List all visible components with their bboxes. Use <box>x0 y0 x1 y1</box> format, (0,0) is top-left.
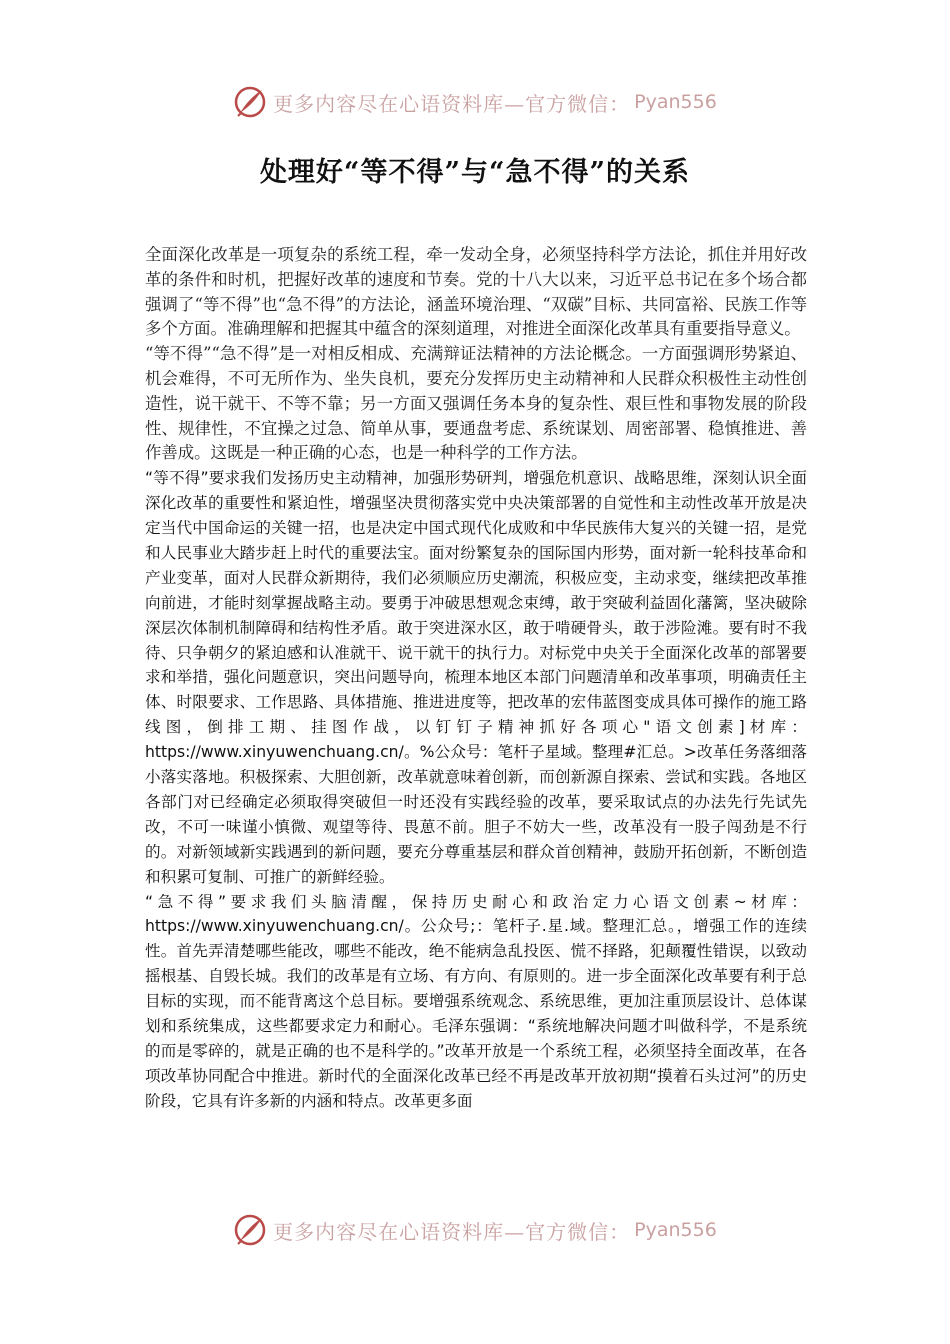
banner-wechat-id: Pyan556 <box>634 1219 717 1241</box>
banner-text: 更多内容尽在心语资料库—官方微信： <box>273 91 631 116</box>
document-title: 处理好“等不得”与“急不得”的关系 <box>259 157 691 188</box>
document-body <box>145 243 807 1114</box>
quill-logo-icon <box>233 85 267 119</box>
top-watermark-banner <box>0 82 950 122</box>
paragraph-cannot-rush: “急不得”要求我们头脑清醒，保持历史耐心和政治定力心语文创素~材库：https://www.xinyuwenchuang.cn/。公众号;：笔杆子.星.域。整理汇总。，增强工作的连续性。首先弄清楚哪些能改，哪些不能改，绝不能病急乱投医、慌不择路，犯颠覆性错误，以致动摇根基、自毁长城。我们的改革是有立场、有方向、有原则的。进一步全面深化改革要有利于总目标的实现，而不能背离这个总目标。要增强系统观念、系统思维，更加注重顶层设计、总体谋划和系统集成，这些都要求定力和耐心。毛泽东强调：“系统地解决问题才叫做科学，不是系统的而是零碎的，就是正确的也不是科学的。”改革开放是一个系统工程，必须坚持全面改革，在各项改革协同配合中推进。新时代的全面深化改革已经不再是改革开放初期“摸着石头过河”的历史阶段，它具有许多新的内涵和特点。改革更多面 <box>145 892 807 1110</box>
quill-logo-icon <box>233 1213 267 1247</box>
bottom-watermark-banner <box>0 1210 950 1250</box>
paragraph-concept: “等不得”“急不得”是一对相反相成、充满辩证法精神的方法论概念。一方面强调形势紧迫、机会难得，不可无所作为、坐失良机，要充分发挥历史主动精神和人民群众积极性主动性创造性，说干就干、不等不靠；另一方面又强调任务本身的复杂性、艰巨性和事物发展的阶段性、规律性，不宜操之过急、简单从事，要通盘考虑、系统谋划、周密部署、稳慎推进、善作善成。这既是一种正确的心态，也是一种科学的工作方法。 <box>145 344 807 463</box>
banner-wechat-id: Pyan556 <box>634 91 717 113</box>
banner-text: 更多内容尽在心语资料库—官方微信： <box>273 1219 631 1244</box>
paragraph-intro: 全面深化改革是一项复杂的系统工程，牵一发动全身，必须坚持科学方法论，抓住并用好改革的条件和时机，把握好改革的速度和节奏。党的十八大以来，习近平总书记在多个场合都强调了“等不得”也“急不得”的方法论，涵盖环境治理、“双碳”目标、共同富裕、民族工作等多个方面。准确理解和把握其中蕴含的深刻道理，对推进全面深化改革具有重要指导意义。 <box>145 245 807 339</box>
paragraph-cannot-wait: “等不得”要求我们发扬历史主动精神，加强形势研判，增强危机意识、战略思维，深刻认识全面深化改革的重要性和紧迫性，增强坚决贯彻落实党中央决策部署的自觉性和主动性改革开放是决定当代中国命运的关键一招，也是决定中国式现代化成败和中华民族伟大复兴的关键一招，是党和人民事业大踏步赶上时代的重要法宝。面对纷繁复杂的国际国内形势，面对新一轮科技革命和产业变革，面对人民群众新期待，我们必须顺应历史潮流，积极应变，主动求变，继续把改革推向前进，才能时刻掌握战略主动。要勇于冲破思想观念束缚，敢于突破利益固化藩篱，坚决破除深层次体制机制障碍和结构性矛盾。敢于突进深水区，敢于啃硬骨头，敢于涉险滩。要有时不我待、只争朝夕的紧迫感和认准就干、说干就干的执行力。对标党中央关于全面深化改革的部署要求和举措，强化问题意识，突出问题导向，梳理本地区本部门问题清单和改革事项，明确责任主体、时限要求、工作思路、具体措施、推进进度等，把改革的宏伟蓝图变成具体可操作的施工路线图，倒排工期、挂图作战，以钉钉子精神抓好各项心"语文创素]材库：https://www.xinyuwenchuang.cn/。%公众号：笔杆子星域。整理#汇总。>改革任务落细落小落实落地。积极探索、大胆创新，改革就意味着创新，而创新源自探索、尝试和实践。各地区各部门对已经确定必须取得突破但一时还没有实践经验的改革，要采取试点的办法先行先试先改，不可一味谨小慎微、观望等待、畏葸不前。胆子不妨大一些，改革没有一股子闯劲是不行的。对新领域新实践遇到的新问题，要充分尊重基层和群众首创精神，鼓励开拓创新，不断创造和积累可复制、可推广的新鲜经验。 <box>145 469 807 886</box>
